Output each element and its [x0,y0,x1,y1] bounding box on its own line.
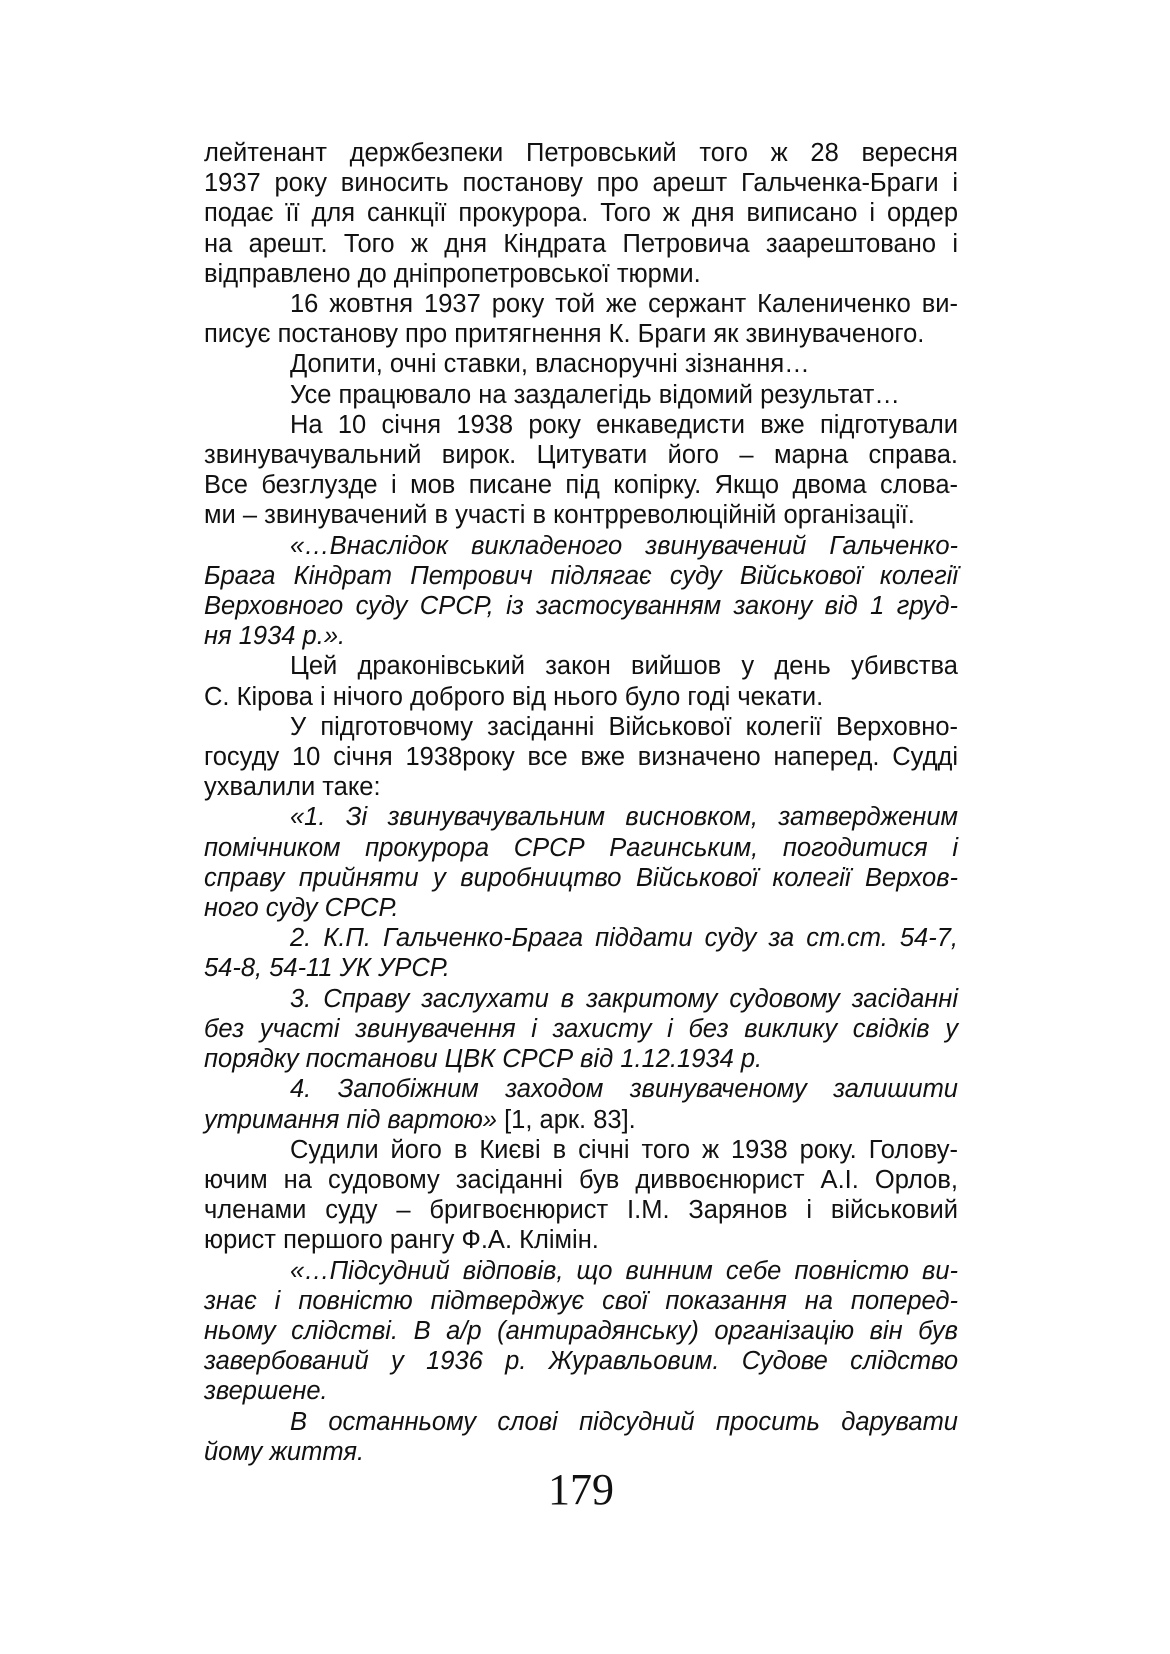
text-line: звершене. [204,1377,328,1406]
text-line: Верховного суду СРСР, із застосуванням закону від 1 груд- [204,592,958,621]
text-line: У підготовчому засіданні Військової колегії Верховно- [290,712,958,741]
text-line: справу прийняти у виробництво Військової колегії Верхов- [204,863,958,892]
paragraph [204,651,958,711]
text-line: «…Підсудний відповів, що винним себе повністю ви- [290,1256,958,1285]
paragraph [204,984,958,1075]
text-line: 2. К.П. Гальченко-Брага піддати суду за ст.ст. 54-7, [290,924,958,953]
text-line: членами суду – бригвоєнюрист І.М. Зарянов і військовий [204,1196,958,1225]
paragraph [204,1135,958,1256]
paragraph [204,138,958,289]
text-line: ньому слідстві. В а/р (антирадянську) організацію він був [204,1316,958,1345]
paragraph [204,1074,958,1134]
text-line: звинувачувальний вирок. Цитувати його – марна справа. [204,441,958,470]
text-line: 3. Справу заслухати в закритому судовому засіданні [290,984,958,1013]
text-line: юрист першого рангу Ф.А. Клімін. [204,1226,599,1255]
text-line: помічником прокурора СРСР Рагинським, погодитися і [204,833,958,862]
text-line [204,1105,958,1135]
text-line: порядку постанови ЦВК СРСР від 1.12.1934 р. [204,1045,763,1074]
text-line: «…Внаслідок викладеного звинувачений Гальченко- [290,531,958,560]
text-line: писує постанову про притягнення К. Браги як звинуваченого. [204,320,925,349]
text-line: знає і повністю підтверджує свої показання на поперед- [204,1286,958,1315]
text-line: В останньому слові підсудний просить дарувати [290,1407,958,1436]
paragraph [204,1407,958,1467]
text-line: Допити, очні ставки, власноручні зізнання… [290,350,810,379]
paragraph [204,1256,958,1407]
text-line: ми – звинувачений в участі в контрреволюційній організації. [204,501,915,530]
paragraph [204,531,958,652]
page-number: 179 [548,1465,614,1514]
text-line: лейтенант держбезпеки Петровський того ж 28 вересня [204,139,958,167]
text-line: 16 жовтня 1937 року той же сержант Калениченко ви- [290,290,958,319]
text-line: С. Кірова і нічого доброго від нього було годі чекати. [204,682,824,711]
text-line: 1937 року виносить постанову про арешт Гальченка-Браги і [204,169,958,198]
paragraph [204,802,958,923]
paragraph [204,712,958,803]
text-line: госуду 10 січня 1938року все вже визначено наперед. Судді [204,743,958,772]
text-segment: [1, арк. 83]. [497,1105,636,1134]
text-line: ного суду СРСР. [204,894,399,923]
paragraph [204,349,958,379]
text-line: без участі звинувачення і захисту і без виклику свідків у [204,1014,958,1043]
paragraph [204,289,958,349]
text-line: на арешт. Того ж дня Кіндрата Петровича заарештовано і [204,229,958,258]
paragraph [204,380,958,410]
text-line: Судили його в Києві в січні того ж 1938 року. Голову- [290,1135,958,1164]
text-line: відправлено до дніпропетровської тюрми. [204,259,701,288]
text-segment: утримання під вартою» [204,1105,497,1134]
text-block [204,138,958,1467]
text-line: ня 1934 р.». [204,622,346,651]
text-line: Цей драконівський закон вийшов у день убивства [290,652,958,681]
text-line: 4. Запобіжним заходом звинуваченому залишити [290,1075,958,1104]
text-line: йому життя. [204,1437,365,1466]
text-line: Все безглузде і мов писане під копірку. Якщо двома слова- [204,471,958,500]
text-line: 54-8, 54-11 УК УРСР. [204,954,450,983]
text-line: Усе працювало на заздалегідь відомий результат… [290,380,900,409]
paragraph [204,923,958,983]
text-line: подає її для санкції прокурора. Того ж дня виписано і ордер [204,199,958,228]
text-line: завербований у 1936 р. Журавльовим. Судове слідство [204,1347,958,1376]
text-line: «1. Зі звинувачувальним висновком, затвердженим [290,803,958,832]
text-line: Брага Кіндрат Петрович підлягає суду Військової колегії [204,561,958,590]
text-line: На 10 січня 1938 року енкаведисти вже підготували [290,410,958,439]
paragraph [204,410,958,531]
text-line: ючим на судовому засіданні був диввоєнюрист А.І. Орлов, [204,1165,958,1194]
text-line: ухвалили таке: [204,773,381,802]
